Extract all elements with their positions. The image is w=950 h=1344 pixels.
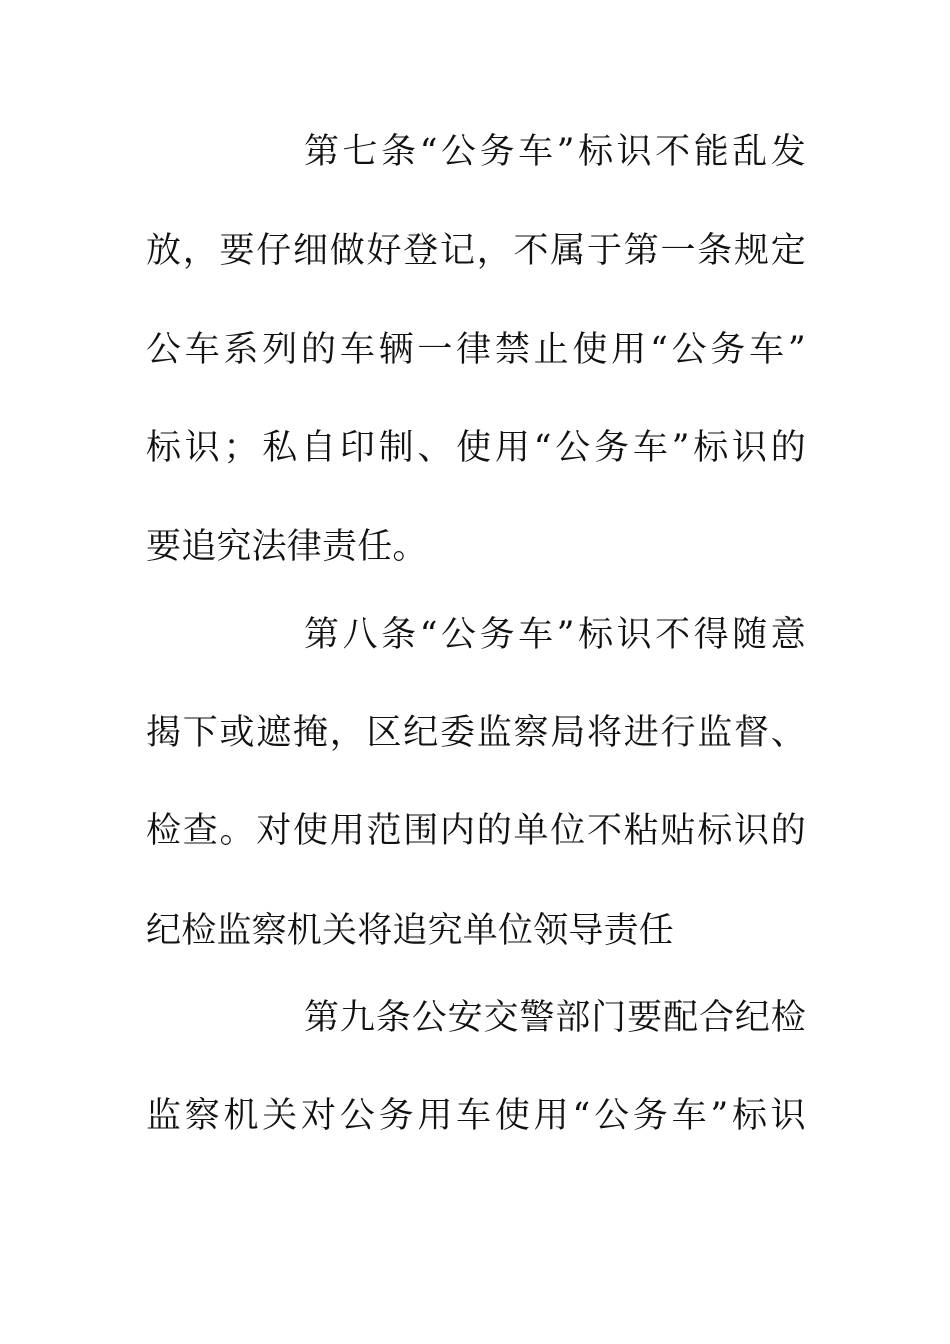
article-7-line-4: 标识；私自印制、使用“公务车”标识的 (146, 428, 806, 468)
article-7-line-2: 放，要仔细做好登记，不属于第一条规定 (146, 231, 806, 271)
article-7-line-5: 要追究法律责任。 (146, 527, 428, 567)
article-8-line-2: 揭下或遮掩，区纪委监察局将进行监督、 (146, 713, 806, 753)
article-7-line-1: 第七条“公务车”标识不能乱发 (304, 132, 806, 172)
article-8-line-3: 检查。对使用范围内的单位不粘贴标识的 (146, 811, 806, 851)
article-8-line-1: 第八条“公务车”标识不得随意 (304, 615, 806, 655)
article-9-line-1: 第九条公安交警部门要配合纪检 (304, 998, 806, 1038)
article-8-line-4: 纪检监察机关将追究单位领导责任 (146, 911, 675, 951)
article-9-line-2: 监察机关对公务用车使用“公务车”标识 (146, 1096, 806, 1136)
article-7-line-3: 公车系列的车辆一律禁止使用“公务车” (146, 330, 806, 370)
